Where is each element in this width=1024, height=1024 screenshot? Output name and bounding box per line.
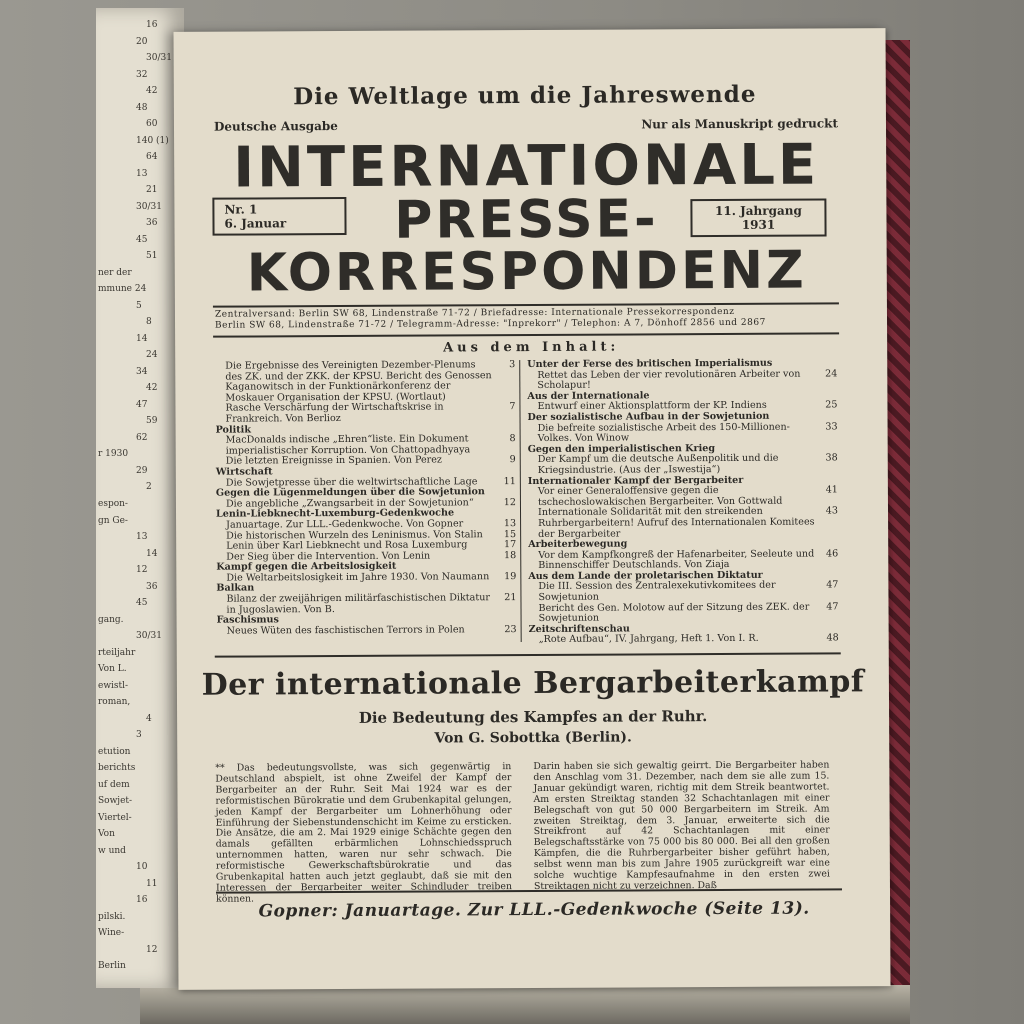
toc-item-page: 13: [503, 517, 517, 530]
left-page-fragment: Von: [98, 829, 115, 840]
toc-item: [527, 369, 837, 392]
masthead-title-line3: KORRESPONDENZ: [246, 240, 807, 304]
left-page-fragment: 14: [146, 548, 158, 559]
issue-number: Nr. 1: [224, 202, 258, 217]
article-headline: Der internationale Bergarbeiterkampf: [201, 664, 865, 703]
toc-item-title: Neues Wüten des faschistischen Terrors in Polen: [226, 624, 465, 637]
toc-item: [528, 549, 838, 572]
toc-item-title: Lenin über Karl Liebknecht und Rosa Luxemburg: [226, 539, 468, 552]
toc-item-page: 33: [825, 420, 838, 433]
masthead-title-line1: INTERNATIONALE: [233, 132, 820, 201]
left-page-fragment: etution: [98, 746, 131, 757]
left-page-fragment: roman,: [98, 697, 131, 708]
left-page-fragment: Von L.: [98, 664, 127, 675]
left-page-fragment: 60: [146, 119, 158, 130]
toc-item: [528, 422, 838, 445]
toc-item: [217, 625, 517, 637]
toc-item: [216, 572, 516, 584]
divider: [215, 652, 841, 657]
left-page-fragment: 3: [136, 730, 142, 741]
footer-notice: Gopner: Januartage. Zur LLL.-Gedenkwoche (Seite 13).: [258, 898, 810, 922]
left-page-fragment: 12: [146, 944, 158, 955]
article-subheadline: Die Bedeutung des Kampfes an der Ruhr.: [358, 707, 708, 727]
toc-item: [528, 486, 838, 509]
left-page-fragment: 64: [146, 152, 158, 163]
left-page-fragment: 45: [136, 598, 148, 609]
left-page: [96, 8, 184, 988]
left-page-fragment: 11: [146, 878, 158, 889]
toc-item-title: Die Ergebnisse des Vereinigten Dezember-Plenums des ZK. und der ZKK. der KPSU. Bericht des Genossen Kaganowitsch in der Funktionärkonferenz der Moskauer Organisation der KPSU. (Wortlaut): [225, 359, 492, 404]
left-page-fragment: 36: [146, 218, 158, 229]
toc-item-page: 9: [509, 454, 516, 466]
left-page-fragment: 13: [136, 168, 148, 179]
masthead-title-line2: PRESSE-: [394, 189, 659, 251]
left-page-fragment: rteiljahr: [98, 647, 136, 658]
left-page-fragment: 4: [146, 713, 152, 724]
left-page-fragment: 16: [136, 895, 148, 906]
left-page-fragment: 42: [146, 86, 158, 97]
toc-item-page: 17: [503, 539, 517, 551]
left-page-fragment: 34: [136, 366, 148, 377]
contents-left-column: [215, 360, 516, 637]
toc-category: Der sozialistische Aufbau in der Sowjetunion: [527, 410, 770, 423]
topline-heading: Die Weltlage um die Jahreswende: [293, 80, 757, 111]
left-page-fragment: mmune 24: [98, 284, 147, 295]
toc-category: Lenin-Liebknecht-Luxemburg-Gedenkwoche: [215, 507, 455, 520]
left-page-fragment: r 1930: [98, 449, 129, 460]
left-page-fragment: 12: [136, 565, 148, 576]
left-page-fragment: 30/31: [146, 53, 172, 64]
address-line2: Berlin SW 68, Lindenstraße 71-72 / Telegramm-Adresse: "Inprekorr" / Telephon: A 7, Dönhoff 2856 und 2867: [215, 317, 766, 331]
toc-category: Gegen den imperialistischen Krieg: [527, 442, 716, 455]
left-page-fragment: berichts: [98, 763, 136, 774]
left-page-fragment: 47: [136, 399, 148, 410]
left-page-fragment: 14: [136, 333, 148, 344]
toc-item-title: Internationale Solidarität mit den streikenden Ruhrbergarbeitern! Aufruf des Internationalen Komitees der Bergarbeiter: [537, 506, 815, 540]
left-page-fragment: 8: [146, 317, 152, 328]
toc-item-title: Vor einer Generaloffensive gegen die tschechoslowakischen Bergarbeiter. Von Gottwald: [537, 485, 783, 508]
volume-box: [690, 198, 826, 237]
toc-item-page: 11: [503, 475, 516, 487]
article-column-1: ** Das bedeutungsvollste, was sich gegenwärtig in Deutschland abspielt, ist ohne Zweifel der Kampf der Bergarbeiter an der Ruhr. Seit Mai 1924 war es der reformistischen Bürokratie und dem Grubenkapital gelungen, jeden Kampf der Bergarbeiter um Lohnerhöhung oder Einführung der Siebenstundenschicht im Keime zu ersticken. Die Ansätze, die am 2. Mai 1929 einige Schächte gegen den damals gefällten erbärmlichen Lohnschiedsspruch unternommen hatten, waren nur sehr schwach. Die reformistische Gewerkschaftsbürokratie und das Grubenkapital hatten auch jetzt geglaubt, daß sie mit den Interessen der Bergarbeiter weiter Schindluder treiben können.: [215, 761, 513, 905]
left-page-fragment: 10: [136, 862, 148, 873]
left-page-fragment: uf dem: [98, 779, 130, 790]
toc-category: Aus dem Lande der proletarischen Diktatur: [528, 569, 763, 582]
toc-item-page: 24: [825, 367, 838, 380]
left-page-fragment: Sowjet-: [98, 796, 133, 807]
toc-item-title: Entwurf einer Aktionsplattform der KP. Indiens: [537, 400, 767, 413]
toc-category: Aus der Internationale: [527, 390, 650, 402]
toc-item-title: Der Sieg über die Intervention. Von Lenin: [226, 550, 431, 563]
toc-item-page: 21: [504, 592, 517, 604]
toc-item-title: Bericht des Gen. Molotow auf der Sitzung des ZEK. der Sowjetunion: [538, 601, 810, 625]
toc-item-page: 47: [826, 601, 839, 613]
toc-category: Unter der Ferse des britischen Imperialismus: [527, 357, 773, 371]
toc-item-title: Die angebliche „Zwangsarbeit in der Sowjetunion“: [225, 497, 474, 510]
toc-item: [528, 454, 838, 477]
issue-date: 6. Januar: [224, 216, 287, 231]
toc-item-page: 25: [825, 399, 838, 411]
toc-item-page: 19: [504, 570, 517, 583]
contents-right-column: [527, 358, 838, 646]
toc-category: Balkan: [216, 582, 255, 595]
left-page-fragment: w und: [98, 845, 126, 856]
left-page-fragment: 45: [136, 234, 148, 245]
toc-item-title: Die Weltarbeitslosigkeit im Jahre 1930. Von Naumann: [226, 571, 490, 584]
left-page-fragment: 5: [136, 300, 142, 311]
toc-category: Arbeiterbewegung: [528, 538, 628, 551]
toc-item-title: Der Kampf um die deutsche Außenpolitik und die Kriegsindustrie. (Aus der „Iswestija“): [537, 453, 779, 476]
left-page-fragment: 140 (1): [136, 135, 169, 146]
toc-category: Faschismus: [216, 614, 279, 626]
toc-item-title: Die letzten Ereignisse in Spanien. Von Perez: [225, 454, 442, 467]
toc-item-page: 38: [825, 452, 838, 464]
toc-item-page: 8: [509, 433, 516, 445]
left-page-fragment: Wine-: [98, 928, 125, 939]
toc-item-title: MacDonalds indische „Ehren“liste. Ein Dokument imperialistischer Korruption. Von Chattopadhyaya: [225, 433, 471, 457]
left-page-fragment: espon-: [98, 499, 128, 509]
left-page-fragment: 32: [136, 69, 148, 80]
article-byline: Von G. Sobottka (Berlin).: [434, 729, 632, 747]
manuscript-label: Nur als Manuskript gedruckt: [641, 116, 839, 132]
toc-item-page: 7: [509, 401, 516, 413]
toc-item-page: 48: [826, 632, 839, 644]
toc-category: Kampf gegen die Arbeitslosigkeit: [216, 560, 397, 573]
toc-item-title: Rasche Verschärfung der Wirtschaftskrise in Frankreich. Von Berlioz: [225, 401, 444, 425]
toc-category: Politik: [215, 424, 251, 436]
address-block: [215, 306, 839, 331]
left-page-fragment: 51: [146, 251, 158, 262]
article-column-2: Darin haben sie sich gewaltig geirrt. Die Bergarbeiter haben den Anschlag vom 31. Dezember, nach dem sie alle zum 15. Januar gekündigt waren, richtig mit dem Streik beantwortet. Am ersten Streiktag standen 32 Schachtanlagen mit einer Belegschaft von gut 50 000 Bergarbeitern im Streik. Am zweiten Streiktag, dem 3. Januar, erweiterte sich die Streikfront auf 42 Schachtanlagen mit einer Belegschaftsstärke von 75 000 bis 80 000. Bei all den großen Kämpfen, die die Ruhrbergarbeiter bisher geführt haben, selbst wenn man bis zum Jahre 1905 zurückgreift war eine solche wuchtige Kampfesaufnahme in den ersten zwei Streiktagen nicht zu verzeichnen. Daß: [533, 759, 830, 892]
toc-item-title: Die befreite sozialistische Arbeit des 150-Millionen-Volkes. Von Winow: [537, 421, 790, 445]
toc-item-page: 47: [826, 579, 839, 591]
contents-title: Aus dem Inhalt:: [443, 339, 620, 356]
year-label: 1931: [741, 217, 776, 232]
left-page-fragment: gang.: [98, 614, 124, 625]
toc-item-page: 43: [825, 505, 839, 517]
left-page-fragment: ewistl-: [98, 680, 129, 691]
volume-label: 11. Jahrgang: [714, 203, 802, 219]
divider: [213, 332, 839, 337]
left-page-fragment: 24: [146, 350, 158, 361]
left-page-fragment: 21: [146, 185, 158, 196]
left-page-fragment: 30/31: [136, 201, 162, 212]
toc-item-page: 3: [509, 359, 516, 371]
toc-item-page: 23: [504, 623, 517, 635]
left-page-fragment: Berlin: [98, 961, 126, 972]
toc-item: [216, 434, 516, 457]
edition-label: Deutsche Ausgabe: [213, 119, 338, 134]
left-page-fragment: 48: [136, 102, 148, 113]
left-page-fragment: 13: [136, 532, 148, 543]
column-divider: [519, 360, 521, 642]
toc-item-page: 18: [503, 549, 517, 561]
book-edge: [140, 985, 910, 1024]
left-page-fragment: 20: [136, 36, 148, 47]
issue-box: [212, 197, 346, 236]
toc-item: [529, 634, 839, 646]
toc-item: [528, 581, 838, 604]
toc-item: [528, 602, 838, 625]
left-page-fragment: 42: [146, 383, 158, 394]
left-page-fragment: 29: [136, 465, 148, 476]
left-page-fragment: 59: [146, 416, 158, 427]
toc-item-title: Die historischen Wurzeln des Leninismus. Von Stalin: [226, 528, 483, 542]
toc-category: Gegen die Lügenmeldungen über die Sowjetunion: [215, 486, 485, 499]
toc-item-title: Rettet das Leben der vier revolutionären Arbeiter von Scholapur!: [537, 368, 801, 392]
toc-item-page: 41: [825, 484, 838, 496]
left-page-fragment: 36: [146, 581, 158, 592]
toc-item-title: Januartage. Zur LLL.-Gedenkwoche. Von Gopner: [226, 518, 464, 531]
left-page-fragment: pilski.: [98, 911, 126, 922]
left-page-fragment: 2: [146, 482, 152, 493]
toc-category: Internationaler Kampf der Bergarbeiter: [527, 474, 744, 487]
toc-item-page: 12: [503, 496, 516, 508]
toc-item-page: 15: [503, 528, 517, 540]
left-page-fragment: gn Ge-: [98, 515, 128, 526]
toc-item: [215, 402, 515, 425]
left-page-fragment: ner der: [98, 267, 132, 278]
toc-item-title: Bilanz der zweijährigen militärfaschistischen Diktatur in Jugoslawien. Von B.: [226, 592, 491, 616]
left-page-fragment: 16: [146, 20, 158, 30]
toc-category: Wirtschaft: [215, 466, 273, 478]
left-page-fragment: 62: [136, 432, 148, 443]
toc-category: Zeitschriftenschau: [528, 623, 630, 635]
toc-item-page: 46: [825, 548, 839, 560]
left-page-fragment: Viertel-: [98, 812, 132, 823]
toc-item: [216, 593, 516, 616]
toc-item: [215, 360, 515, 404]
newspaper-page: [173, 28, 890, 990]
toc-item-title: Die III. Session des Zentralexekutivkomitees der Sowjetunion: [538, 580, 776, 604]
toc-item-title: Die Sowjetpresse über die weltwirtschaftliche Lage: [225, 475, 478, 489]
toc-item: [528, 507, 838, 540]
toc-item-title: Vor dem Kampfkongreß der Hafenarbeiter, Seeleute und Binnenschiffer Deutschlands. Von Ziaja: [538, 548, 815, 572]
left-page-fragment: 30/31: [136, 631, 162, 642]
toc-item-title: „Rote Aufbau“, IV. Jahrgang, Heft 1. Von I. R.: [538, 633, 759, 646]
address-line1: Zentralversand: Berlin SW 68, Lindenstraße 71-72 / Briefadresse: Internationale Pressekorrespondenz: [214, 306, 735, 320]
